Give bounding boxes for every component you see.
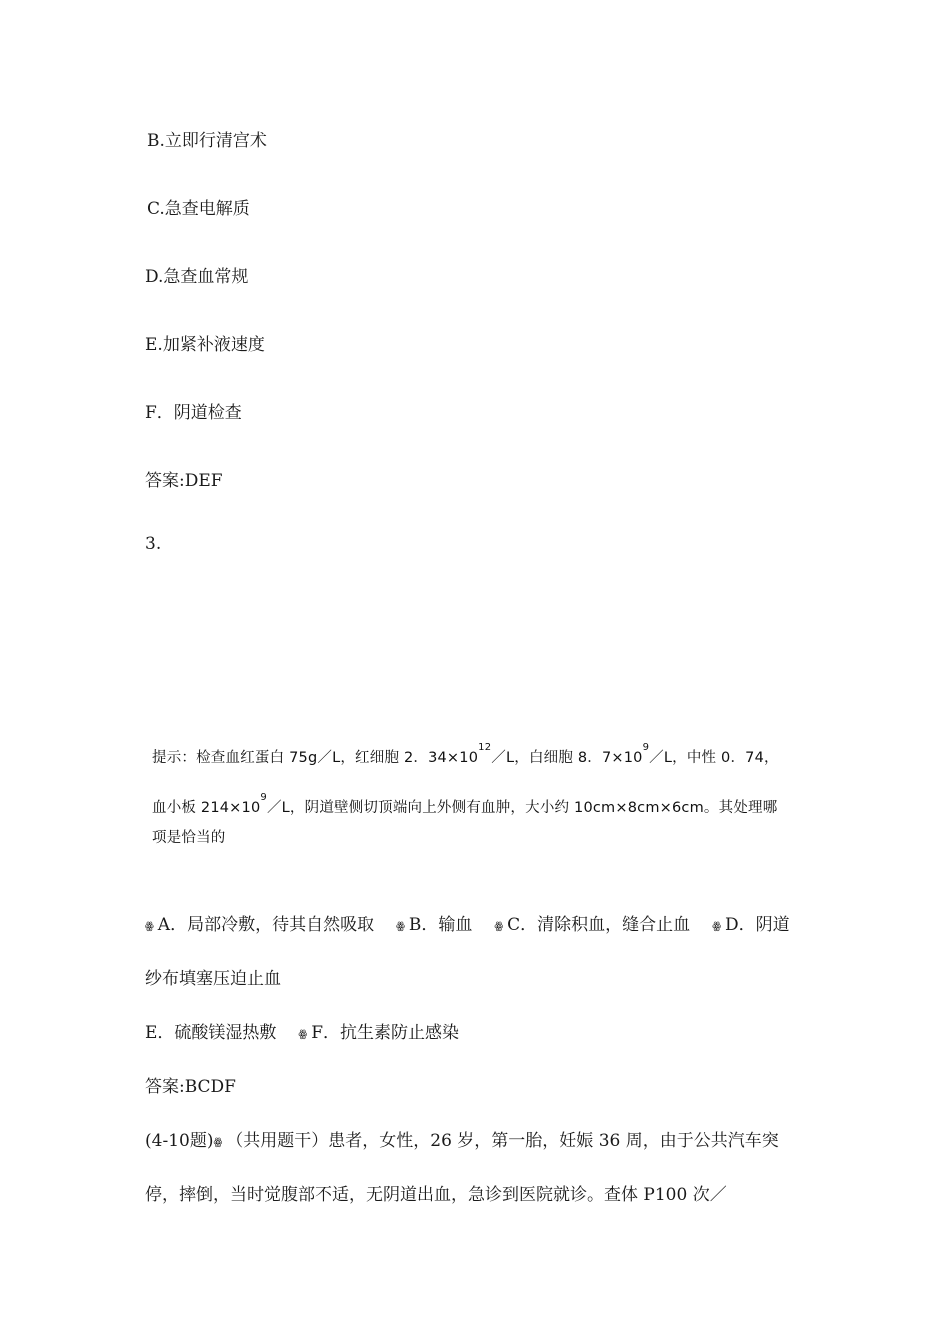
hint-line-1: 提示：检查血红蛋白 75g／L，红细胞 2．$34\times 10^{12}/L$，白细胞 8．$7\times 10^9/L$，中性 0．74， — [152, 742, 779, 766]
bullet-icon: ꙮ — [145, 921, 154, 932]
bullet-icon: ꙮ — [213, 1137, 223, 1148]
hint-line-2: 血小板 $214\times 10^9/L$，阴道壁侧切顶端向上外侧有血肿，大小约 10cm×8cm×6cm。其处理哪 — [152, 792, 778, 816]
answer-q2: 答案:DEF — [145, 471, 223, 491]
question-number: 3. — [145, 534, 162, 554]
hint-line-3: 项是恰当的 — [152, 830, 226, 846]
option-e: E.加紧补液速度 — [145, 335, 265, 355]
case-line-1: (4-10题)ꙮ （共用题干）患者，女性，26 岁，第一胎，妊娠 36 周，由于公共汽车突 — [145, 1131, 779, 1151]
bullet-icon: ꙮ — [396, 921, 405, 932]
option-f: F．阴道检查 — [145, 403, 242, 423]
bullet-icon: ꙮ — [712, 921, 721, 932]
option-c: C.急查电解质 — [147, 199, 250, 219]
q3-options-row-3: E．硫酸镁湿热敷 ꙮ F．抗生素防止感染 — [145, 1023, 460, 1043]
bullet-icon: ꙮ — [494, 921, 504, 932]
q3-options-row-1: ꙮ A．局部冷敷，待其自然吸取 ꙮ B．输血 ꙮ C．清除积血，缝合止血 ꙮ D．阴道 — [145, 915, 790, 935]
option-d: D.急查血常规 — [145, 267, 249, 287]
bullet-icon: ꙮ — [298, 1029, 308, 1040]
case-line-2: 停，摔倒，当时觉腹部不适，无阴道出血，急诊到医院就诊。查体 P100 次／ — [145, 1185, 727, 1205]
answer-q3: 答案:BCDF — [145, 1077, 236, 1097]
q3-options-row-2: 纱布填塞压迫止血 — [145, 969, 281, 989]
option-b: B.立即行清宫术 — [147, 131, 267, 151]
